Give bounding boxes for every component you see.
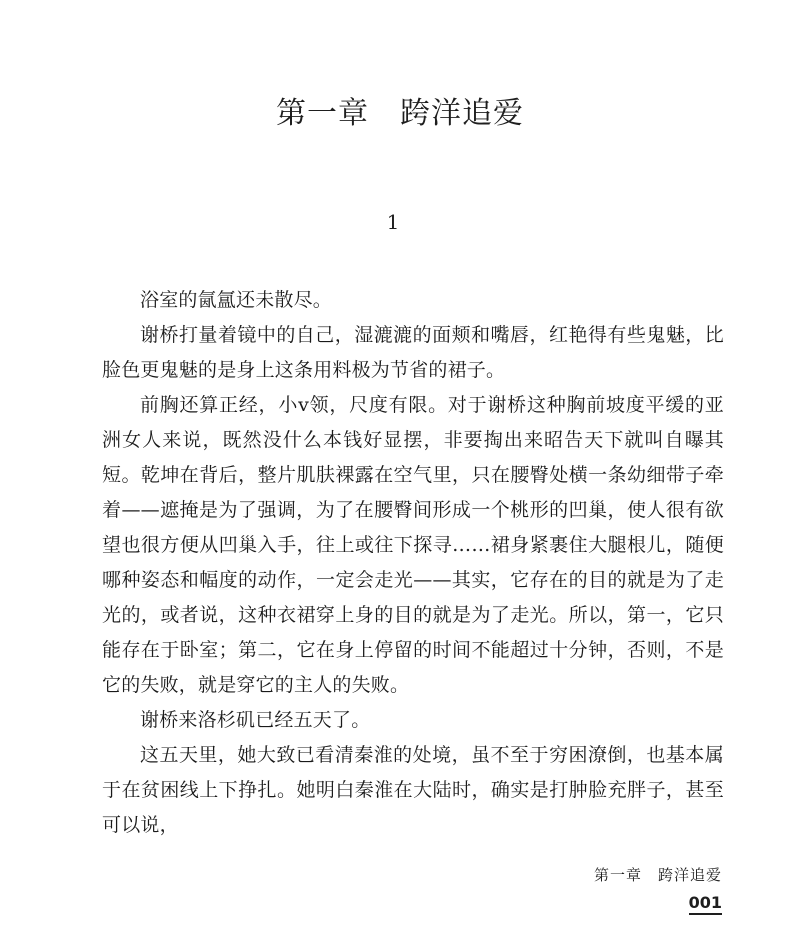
page-number: 001 — [689, 893, 722, 915]
paragraph-1: 浴室的氤氲还未散尽。 — [140, 289, 333, 311]
body-text — [102, 283, 724, 843]
chapter-title: 第一章 跨洋追爱 — [276, 96, 524, 131]
paragraph-4: 谢桥来洛杉矶已经五天了。 — [140, 709, 371, 731]
paragraph-3: 前胸还算正经，小v领，尺度有限。对于谢桥这种胸前坡度平缓的亚洲女人来说，既然没什么本钱好显摆，非要掏出来昭告天下就叫自曝其短。乾坤在背后，整片肌肤裸露在空气里，只在腰臀处横一条幼细带子牵着——遮掩是为了强调，为了在腰臀间形成一个桃形的凹巢，使人很有欲望也很方便从凹巢入手，往上或往下探寻……裙身紧裹住大腿根儿，随便哪种姿态和幅度的动作，一定会走光——其实，它存在的目的就是为了走光的，或者说，这种衣裙穿上身的目的就是为了走光。所以，第一，它只能存在于卧室；第二，它在身上停留的时间不能超过十分钟，否则，不是它的失败，就是穿它的主人的失败。 — [102, 394, 724, 696]
running-footer-chapter: 第一章 跨洋追爱 — [593, 866, 722, 884]
paragraph-5: 这五天里，她大致已看清秦淮的处境，虽不至于穷困潦倒，也基本属于在贫困线上下挣扎。她明白秦淮在大陆时，确实是打肿脸充胖子，甚至可以说， — [102, 744, 724, 836]
paragraph-2: 谢桥打量着镜中的自己，湿漉漉的面颊和嘴唇，红艳得有些鬼魅，比脸色更鬼魅的是身上这条用料极为节省的裙子。 — [102, 324, 724, 381]
section-number: 1 — [386, 210, 400, 234]
